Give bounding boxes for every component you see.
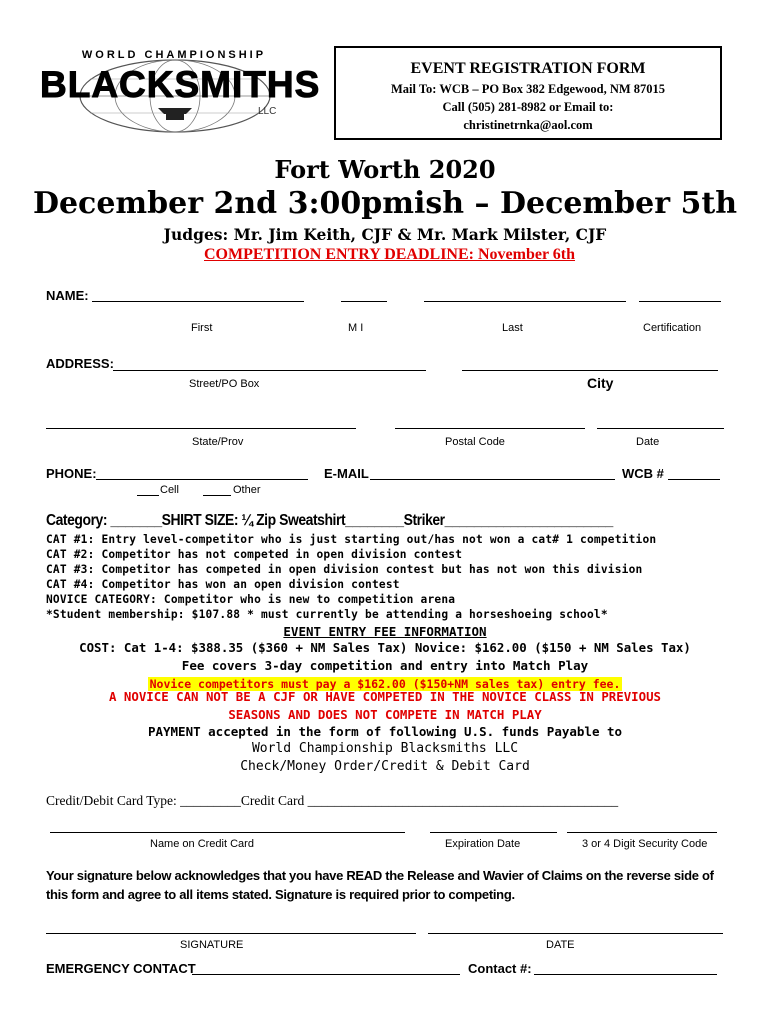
- last-name-field[interactable]: [424, 301, 626, 302]
- cat-1-text: CAT #1: Entry level-competitor who is just starting out/has not won a cat# 1 competition: [46, 533, 657, 546]
- name-label: NAME:: [46, 288, 89, 303]
- email-field[interactable]: [370, 479, 615, 480]
- logo-top-text: WORLD CHAMPIONSHIP: [81, 49, 267, 61]
- fee-heading: EVENT ENTRY FEE INFORMATION: [283, 624, 487, 639]
- certification-field[interactable]: [639, 301, 721, 302]
- name-on-card-label: Name on Credit Card: [150, 838, 254, 850]
- date-label: Date: [636, 436, 660, 448]
- event-location: Fort Worth 2020: [274, 155, 496, 184]
- cat-4-text: CAT #4: Competitor has won an open division contest: [46, 578, 400, 591]
- signature-label: SIGNATURE: [180, 939, 244, 951]
- wcb-label: WCB #: [622, 466, 664, 481]
- expiration-field[interactable]: [430, 832, 557, 833]
- address-label: ADDRESS:: [46, 356, 114, 371]
- logo-llc-text: LLC: [258, 106, 277, 117]
- student-text: *Student membership: $107.88 * must currently be attending a horseshoeing school*: [46, 608, 608, 621]
- signature-date-field[interactable]: [428, 933, 723, 934]
- header-box: [334, 46, 722, 140]
- state-label: State/Prov: [192, 436, 244, 448]
- mi-field[interactable]: [341, 301, 387, 302]
- cat-2-text: CAT #2: Competitor has not competed in open division contest: [46, 548, 463, 561]
- name-on-card-field[interactable]: [50, 832, 405, 833]
- signature-acknowledgement: Your signature below acknowledges that you have READ the Release and Wavier of Claims on the reverse side of this form and agree to all items stated. Signature is required prior to competing.: [46, 868, 714, 902]
- wcb-field[interactable]: [668, 479, 720, 480]
- street-field[interactable]: [113, 370, 426, 371]
- state-field[interactable]: [46, 428, 356, 429]
- fee-cost: COST: Cat 1-4: $388.35 ($360 + NM Sales Tax) Novice: $162.00 ($150 + NM Sales Tax): [79, 640, 691, 655]
- other-checkbox[interactable]: [203, 495, 231, 496]
- expiration-label: Expiration Date: [445, 838, 521, 850]
- payee-line: World Championship Blacksmiths LLC: [251, 741, 519, 756]
- novice-warning-2: SEASONS AND DOES NOT COMPETE IN MATCH PLAY: [228, 707, 542, 722]
- payment-methods: Check/Money Order/Credit & Debit Card: [240, 759, 530, 774]
- first-label: First: [191, 322, 213, 334]
- mi-label: M I: [348, 322, 364, 334]
- email-address: christinetrnka@aol.com: [463, 118, 593, 132]
- city-field[interactable]: [462, 370, 718, 371]
- cat-3-text: CAT #3: Competitor has competed in open division contest but has not won this division: [46, 563, 643, 576]
- category-list: [46, 532, 656, 622]
- deadline-text: COMPETITION ENTRY DEADLINE: November 6th: [204, 246, 576, 263]
- contact-number-label: Contact #:: [468, 961, 532, 976]
- city-label: City: [587, 375, 614, 391]
- email-label: E-MAIL: [324, 466, 369, 481]
- cell-label: Cell: [160, 484, 179, 496]
- logo: [40, 46, 321, 134]
- event-dates: December 2nd 3:00pmish – December 5th: [32, 186, 738, 221]
- payment-line: PAYMENT accepted in the form of following U.S. funds Payable to: [147, 724, 623, 739]
- card-type-line[interactable]: Credit/Debit Card Type: _________Credit Card ______________________________________________: [46, 793, 619, 808]
- other-label: Other: [233, 484, 261, 496]
- signature-date-label: DATE: [546, 939, 575, 951]
- category-line[interactable]: Category: _______SHIRT SIZE: ¼ Zip Sweatshirt________Striker_______________________: [46, 512, 613, 529]
- street-label: Street/PO Box: [189, 378, 260, 390]
- mail-address: Mail To: WCB – PO Box 382 Edgewood, NM 87015: [390, 82, 666, 96]
- phone-field[interactable]: [96, 479, 308, 480]
- novice-fee-note: Novice competitors must pay a $162.00 ($150+NM sales tax) entry fee.: [149, 677, 621, 691]
- postal-label: Postal Code: [445, 436, 505, 448]
- contact-number-field[interactable]: [534, 974, 717, 975]
- novice-text: NOVICE CATEGORY: Competitor who is new to competition arena: [46, 593, 456, 606]
- call-line: Call (505) 281-8982 or Email to:: [442, 100, 614, 114]
- certification-label: Certification: [643, 322, 702, 334]
- date-field[interactable]: [597, 428, 724, 429]
- fee-covers: Fee covers 3-day competition and entry into Match Play: [181, 658, 589, 673]
- signature-field[interactable]: [46, 933, 416, 934]
- emergency-contact-label: EMERGENCY CONTACT: [46, 961, 196, 976]
- emergency-contact-field[interactable]: [192, 974, 460, 975]
- cell-checkbox[interactable]: [137, 495, 159, 496]
- postal-field[interactable]: [395, 428, 585, 429]
- phone-label: PHONE:: [46, 466, 97, 481]
- form-title: EVENT REGISTRATION FORM: [410, 60, 646, 77]
- event-judges: Judges: Mr. Jim Keith, CJF & Mr. Mark Milster, CJF: [163, 225, 607, 244]
- novice-warning-1: A NOVICE CAN NOT BE A CJF OR HAVE COMPETED IN THE NOVICE CLASS IN PREVIOUS: [108, 689, 662, 704]
- first-name-field[interactable]: [92, 301, 304, 302]
- logo-main-text: BLACKSMITHS: [40, 64, 321, 105]
- security-code-field[interactable]: [567, 832, 717, 833]
- security-code-label: 3 or 4 Digit Security Code: [582, 838, 708, 850]
- last-label: Last: [502, 322, 523, 334]
